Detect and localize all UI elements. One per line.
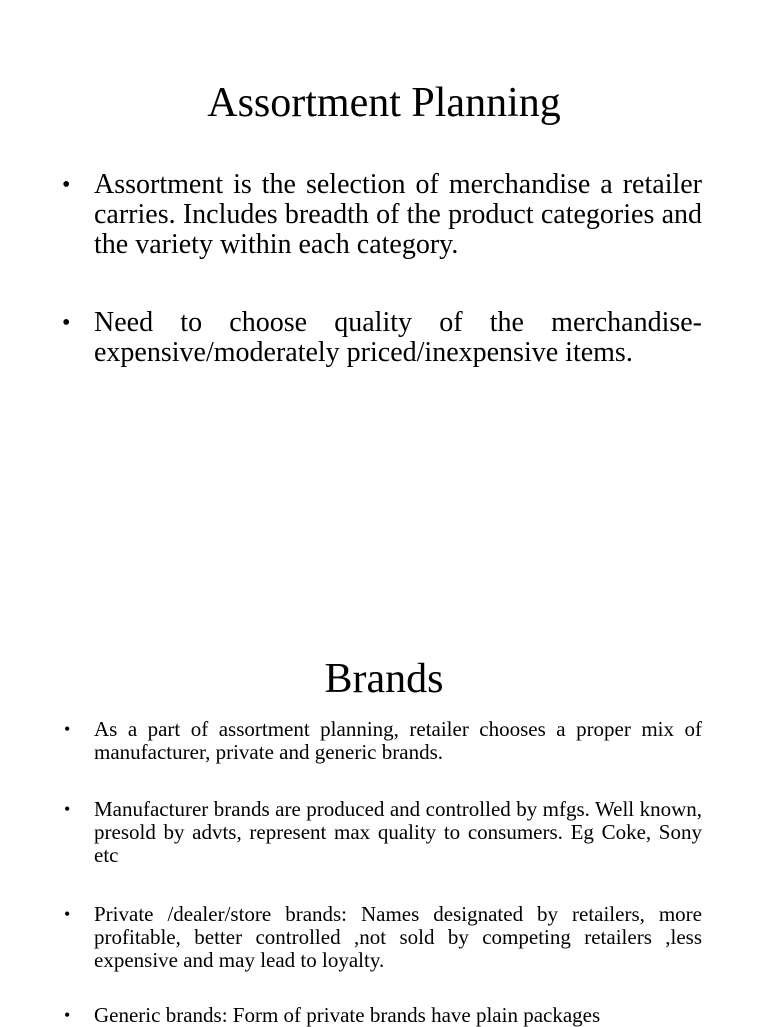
bullet-item xyxy=(64,797,702,867)
slide-title: Brands xyxy=(324,656,444,702)
bullet-text: Private /dealer/store brands: Names designated by retailers, more profitable, better controlled ,not sold by competing retailers ,less expensive and may lead to loyalty. xyxy=(94,902,702,972)
bullet-item xyxy=(64,717,702,764)
bullet-icon: • xyxy=(62,172,71,198)
bullet-text: Need to choose quality of the merchandise- expensive/moderately priced/inexpensive items. xyxy=(94,307,702,368)
bullet-icon: • xyxy=(62,310,71,336)
bullet-item xyxy=(62,169,702,260)
bullet-icon: • xyxy=(64,799,71,819)
bullet-icon: • xyxy=(64,1005,71,1025)
bullet-text: Assortment is the selection of merchandise a retailer carries. Includes breadth of the product categories and the variety within each category. xyxy=(94,169,702,260)
bullet-item xyxy=(62,307,702,368)
bullet-icon: • xyxy=(64,719,71,739)
bullet-text: Generic brands: Form of private brands have plain packages xyxy=(94,1003,601,1027)
bullet-text: Manufacturer brands are produced and controlled by mfgs. Well known, presold by advts, represent max quality to consumers. Eg Coke, Sony etc xyxy=(94,797,702,867)
bullet-text: As a part of assortment planning, retailer chooses a proper mix of manufacturer, private and generic brands. xyxy=(94,717,702,764)
slide-title: Assortment Planning xyxy=(207,80,561,126)
bullet-icon: • xyxy=(64,904,71,924)
bullet-item xyxy=(64,902,702,972)
slide-brands xyxy=(0,640,768,1027)
